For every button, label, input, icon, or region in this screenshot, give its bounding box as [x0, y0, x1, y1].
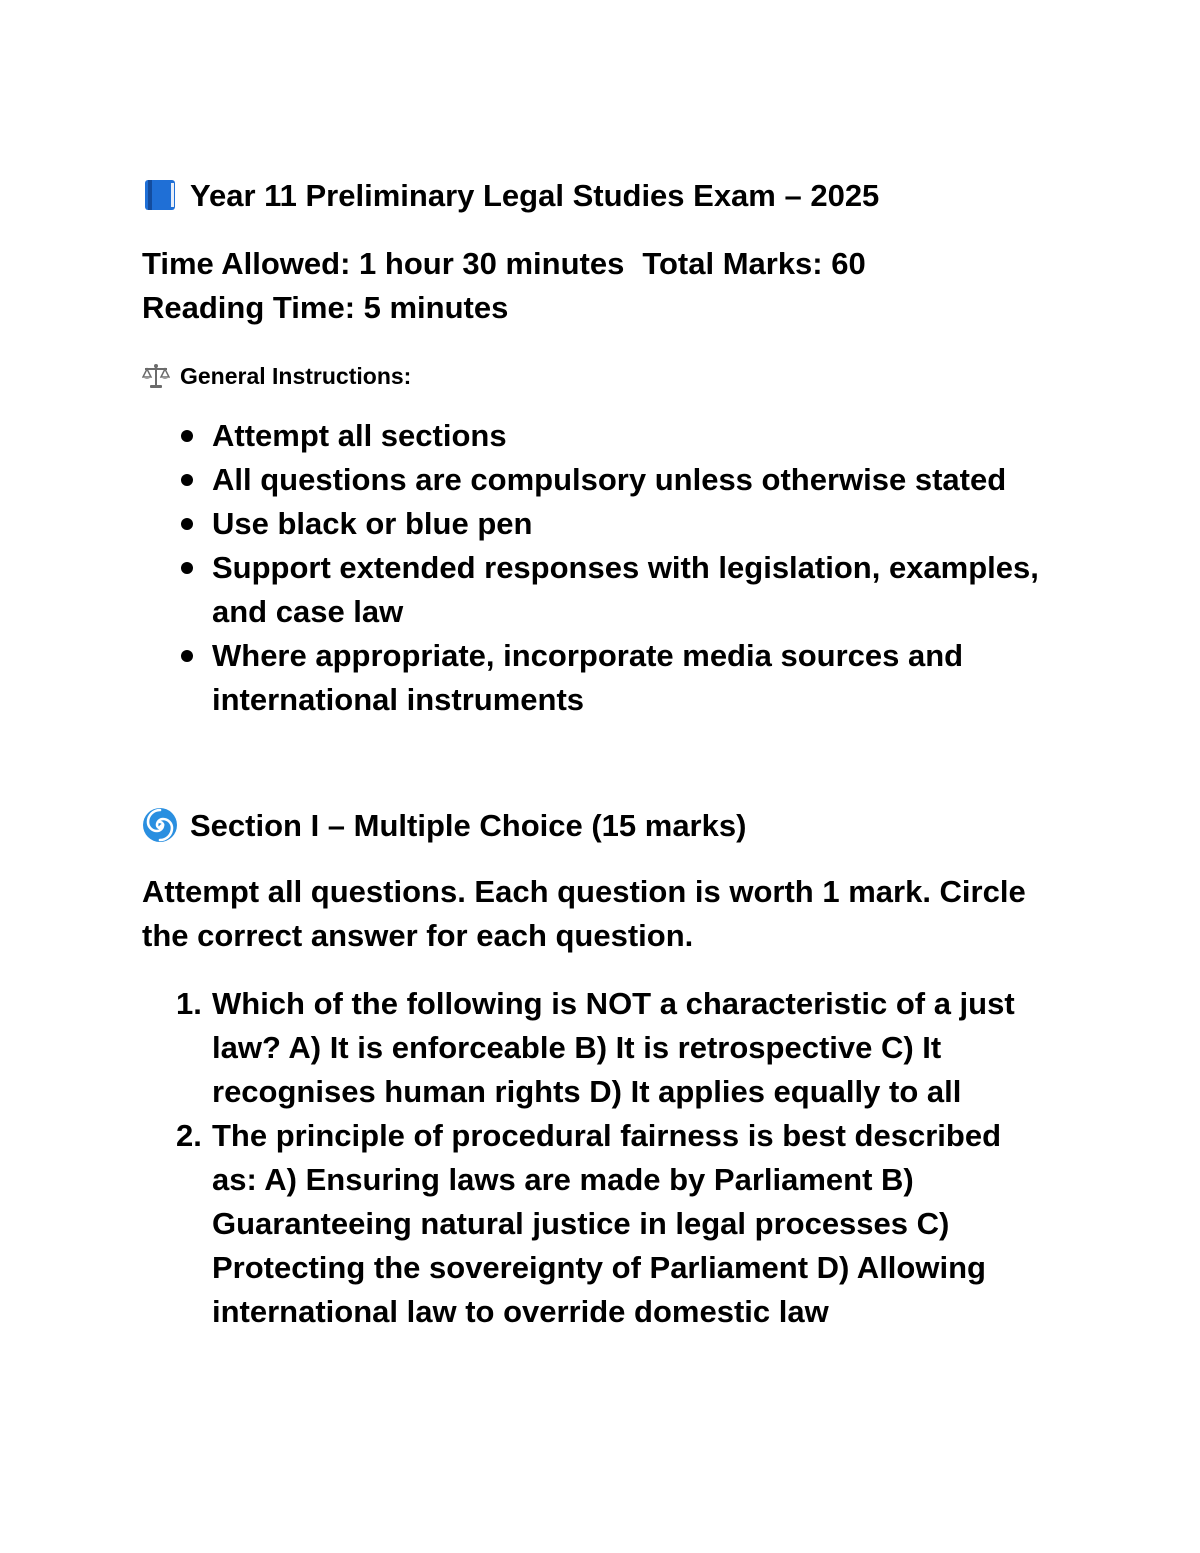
exam-title — [142, 172, 879, 220]
list-item: Use black or blue pen — [142, 502, 1042, 546]
bullet-dot — [181, 562, 193, 574]
bullet-dot — [181, 474, 193, 486]
instructions-heading-text: General Instructions: — [180, 363, 412, 389]
question-number: 1. — [176, 986, 202, 1021]
blue-book-icon — [142, 177, 178, 213]
instructions-heading — [142, 360, 411, 392]
cyclone-icon — [142, 807, 178, 843]
questions-list — [142, 982, 1052, 1334]
bullet-dot — [181, 650, 193, 662]
balance-scale-icon — [142, 363, 170, 389]
reading-time: Reading Time: 5 minutes — [142, 290, 509, 325]
section-heading — [142, 802, 746, 850]
instructions-list — [142, 414, 1042, 722]
question-number: 2. — [176, 1118, 202, 1153]
total-marks: Total Marks: 60 — [642, 246, 866, 281]
question-item — [142, 982, 1052, 1114]
time-allowed: Time Allowed: 1 hour 30 minutes — [142, 246, 625, 281]
list-item: Attempt all sections — [142, 414, 1042, 458]
question-text: The principle of procedural fairness is best described as: A) Ensuring laws are made by Parliament B) Guaranteeing natural justice in legal processes C) Protecting the sovereignty of Parliament D) Allowing international law to override domestic law — [212, 1118, 1002, 1329]
question-text: Which of the following is NOT a characteristic of a just law? A) It is enforceable B) It is retrospective C) It recognises human rights D) It applies equally to all — [212, 986, 1015, 1109]
question-item — [142, 1114, 1052, 1334]
meta-line-1 — [142, 242, 866, 286]
exam-meta — [142, 242, 866, 330]
section-intro: Attempt all questions. Each question is worth 1 mark. Circle the correct answer for each question. — [142, 874, 1026, 953]
exam-title-text: Year 11 Preliminary Legal Studies Exam – 2025 — [190, 178, 880, 213]
list-item: All questions are compulsory unless otherwise stated — [142, 458, 1042, 502]
bullet-dot — [181, 430, 193, 442]
section-heading-text: Section I – Multiple Choice (15 marks) — [190, 808, 747, 843]
list-item: Where appropriate, incorporate media sources and international instruments — [142, 634, 1042, 722]
list-item: Support extended responses with legislation, examples, and case law — [142, 546, 1042, 634]
bullet-dot — [181, 518, 193, 530]
